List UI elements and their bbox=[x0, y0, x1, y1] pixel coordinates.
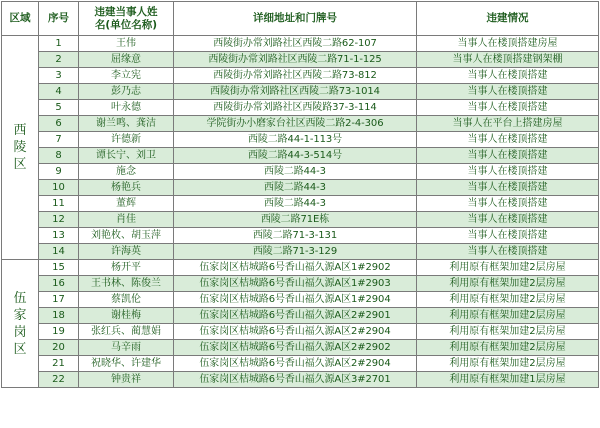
address-cell: 西陵二路44-3 bbox=[174, 180, 417, 196]
header-party bbox=[79, 2, 174, 36]
party-cell: 王书林、陈俊兰 bbox=[79, 276, 174, 292]
status-cell: 当事人在楼顶搭建房屋 bbox=[417, 36, 599, 52]
status-cell: 利用原有框架加建2层房屋 bbox=[417, 356, 599, 372]
table-row bbox=[2, 100, 599, 116]
party-cell: 祝晓华、许建华 bbox=[79, 356, 174, 372]
violation-table bbox=[1, 1, 599, 388]
status-cell: 当事人在楼顶搭建 bbox=[417, 148, 599, 164]
party-cell: 施念 bbox=[79, 164, 174, 180]
table-row bbox=[2, 84, 599, 100]
header-seq: 序号 bbox=[39, 2, 79, 36]
status-cell: 当事人在楼顶搭建 bbox=[417, 132, 599, 148]
status-cell: 利用原有框架加建2层房屋 bbox=[417, 324, 599, 340]
address-cell: 伍家岗区桔城路6号香山福久源A区1#2902 bbox=[174, 260, 417, 276]
address-cell: 西陵二路44-3 bbox=[174, 196, 417, 212]
address-cell: 西陵二路44-3-514号 bbox=[174, 148, 417, 164]
party-cell: 许海英 bbox=[79, 244, 174, 260]
address-cell: 西陵街办常刘路社区西陵二路62-107 bbox=[174, 36, 417, 52]
party-cell: 许德新 bbox=[79, 132, 174, 148]
seq-cell: 15 bbox=[39, 260, 79, 276]
region-name: 伍家岗区 bbox=[13, 290, 27, 357]
table-row bbox=[2, 68, 599, 84]
header-status: 违建情况 bbox=[417, 2, 599, 36]
seq-cell: 17 bbox=[39, 292, 79, 308]
address-cell: 伍家岗区桔城路6号香山福久源A区3#2701 bbox=[174, 372, 417, 388]
status-cell: 利用原有框架加建2层房屋 bbox=[417, 276, 599, 292]
table-row bbox=[2, 116, 599, 132]
table-row bbox=[2, 292, 599, 308]
address-cell: 学院街办小磨家台社区西陵二路2-4-306 bbox=[174, 116, 417, 132]
address-cell: 伍家岗区桔城路6号香山福久源A区2#2902 bbox=[174, 340, 417, 356]
party-cell: 屈缘意 bbox=[79, 52, 174, 68]
party-cell: 彭乃志 bbox=[79, 84, 174, 100]
status-cell: 当事人在楼顶搭建 bbox=[417, 164, 599, 180]
region-cell bbox=[2, 36, 39, 260]
table-row bbox=[2, 308, 599, 324]
party-cell: 杨开平 bbox=[79, 260, 174, 276]
party-cell: 刘艳枚、胡玉萍 bbox=[79, 228, 174, 244]
region-cell bbox=[2, 260, 39, 388]
status-cell: 当事人在楼顶搭建 bbox=[417, 100, 599, 116]
table-row bbox=[2, 52, 599, 68]
table-row bbox=[2, 196, 599, 212]
seq-cell: 16 bbox=[39, 276, 79, 292]
address-cell: 伍家岗区桔城路6号香山福久源A区2#2904 bbox=[174, 356, 417, 372]
seq-cell: 14 bbox=[39, 244, 79, 260]
address-cell: 伍家岗区桔城路6号香山福久源A区1#2903 bbox=[174, 276, 417, 292]
party-cell: 蔡凯伦 bbox=[79, 292, 174, 308]
seq-cell: 3 bbox=[39, 68, 79, 84]
seq-cell: 20 bbox=[39, 340, 79, 356]
status-cell: 当事人在楼顶搭建 bbox=[417, 68, 599, 84]
seq-cell: 22 bbox=[39, 372, 79, 388]
table-row bbox=[2, 324, 599, 340]
seq-cell: 8 bbox=[39, 148, 79, 164]
table-row bbox=[2, 228, 599, 244]
seq-cell: 2 bbox=[39, 52, 79, 68]
table-row bbox=[2, 148, 599, 164]
status-cell: 利用原有框架加建1层房屋 bbox=[417, 372, 599, 388]
table-row bbox=[2, 340, 599, 356]
status-cell: 当事人在楼顶搭建 bbox=[417, 196, 599, 212]
table-row bbox=[2, 180, 599, 196]
status-cell: 当事人在楼顶搭建 bbox=[417, 212, 599, 228]
table-row bbox=[2, 276, 599, 292]
party-cell: 谢桂梅 bbox=[79, 308, 174, 324]
party-cell: 李立宪 bbox=[79, 68, 174, 84]
party-cell: 谭长宁、刘卫 bbox=[79, 148, 174, 164]
seq-cell: 10 bbox=[39, 180, 79, 196]
seq-cell: 12 bbox=[39, 212, 79, 228]
table-row bbox=[2, 132, 599, 148]
table-header-row bbox=[2, 2, 599, 36]
party-cell: 张红兵、蔺慧娟 bbox=[79, 324, 174, 340]
party-cell: 叶永德 bbox=[79, 100, 174, 116]
status-cell: 当事人在楼顶搭建 bbox=[417, 84, 599, 100]
address-cell: 西陵街办常刘路社区西陵二路73-1014 bbox=[174, 84, 417, 100]
address-cell: 西陵街办常刘路社区西陵二路71-1-125 bbox=[174, 52, 417, 68]
seq-cell: 18 bbox=[39, 308, 79, 324]
address-cell: 伍家岗区桔城路6号香山福久源A区2#2901 bbox=[174, 308, 417, 324]
seq-cell: 1 bbox=[39, 36, 79, 52]
seq-cell: 21 bbox=[39, 356, 79, 372]
header-region: 区域 bbox=[2, 2, 39, 36]
status-cell: 当事人在楼顶搭建 bbox=[417, 244, 599, 260]
header-party-text: 违建当事人姓名(单位名称) bbox=[94, 5, 158, 31]
address-cell: 西陵街办常刘路社区西陵路37-3-114 bbox=[174, 100, 417, 116]
status-cell: 利用原有框架加建2层房屋 bbox=[417, 308, 599, 324]
party-cell: 董辉 bbox=[79, 196, 174, 212]
address-cell: 西陵二路44-1-113号 bbox=[174, 132, 417, 148]
status-cell: 当事人在楼顶搭建 bbox=[417, 180, 599, 196]
address-cell: 西陵街办常刘路社区西陵二路73-812 bbox=[174, 68, 417, 84]
seq-cell: 6 bbox=[39, 116, 79, 132]
status-cell: 当事人在楼顶搭建钢架棚 bbox=[417, 52, 599, 68]
seq-cell: 11 bbox=[39, 196, 79, 212]
seq-cell: 19 bbox=[39, 324, 79, 340]
region-name: 西陵区 bbox=[13, 123, 27, 172]
status-cell: 当事人在平台上搭建房屋 bbox=[417, 116, 599, 132]
address-cell: 西陵二路44-3 bbox=[174, 164, 417, 180]
seq-cell: 13 bbox=[39, 228, 79, 244]
party-cell: 钟贵祥 bbox=[79, 372, 174, 388]
party-cell: 杨艳兵 bbox=[79, 180, 174, 196]
table-body bbox=[2, 36, 599, 388]
address-cell: 伍家岗区桔城路6号香山福久源A区1#2904 bbox=[174, 292, 417, 308]
status-cell: 当事人在楼顶搭建 bbox=[417, 228, 599, 244]
table-row bbox=[2, 244, 599, 260]
table-row bbox=[2, 356, 599, 372]
address-cell: 西陵二路71-3-131 bbox=[174, 228, 417, 244]
status-cell: 利用原有框架加建2层房屋 bbox=[417, 340, 599, 356]
party-cell: 谢兰鸣、龚洁 bbox=[79, 116, 174, 132]
table-row bbox=[2, 164, 599, 180]
table-row bbox=[2, 260, 599, 276]
seq-cell: 7 bbox=[39, 132, 79, 148]
party-cell: 马辛雨 bbox=[79, 340, 174, 356]
seq-cell: 4 bbox=[39, 84, 79, 100]
address-cell: 西陵二路71E栋 bbox=[174, 212, 417, 228]
table-row bbox=[2, 212, 599, 228]
header-address: 详细地址和门牌号 bbox=[174, 2, 417, 36]
table-row bbox=[2, 36, 599, 52]
table-row bbox=[2, 372, 599, 388]
status-cell: 利用原有框架加建2层房屋 bbox=[417, 260, 599, 276]
seq-cell: 5 bbox=[39, 100, 79, 116]
seq-cell: 9 bbox=[39, 164, 79, 180]
party-cell: 王伟 bbox=[79, 36, 174, 52]
address-cell: 西陵二路71-3-129 bbox=[174, 244, 417, 260]
party-cell: 肖佳 bbox=[79, 212, 174, 228]
status-cell: 利用原有框架加建2层房屋 bbox=[417, 292, 599, 308]
address-cell: 伍家岗区桔城路6号香山福久源A区2#2904 bbox=[174, 324, 417, 340]
